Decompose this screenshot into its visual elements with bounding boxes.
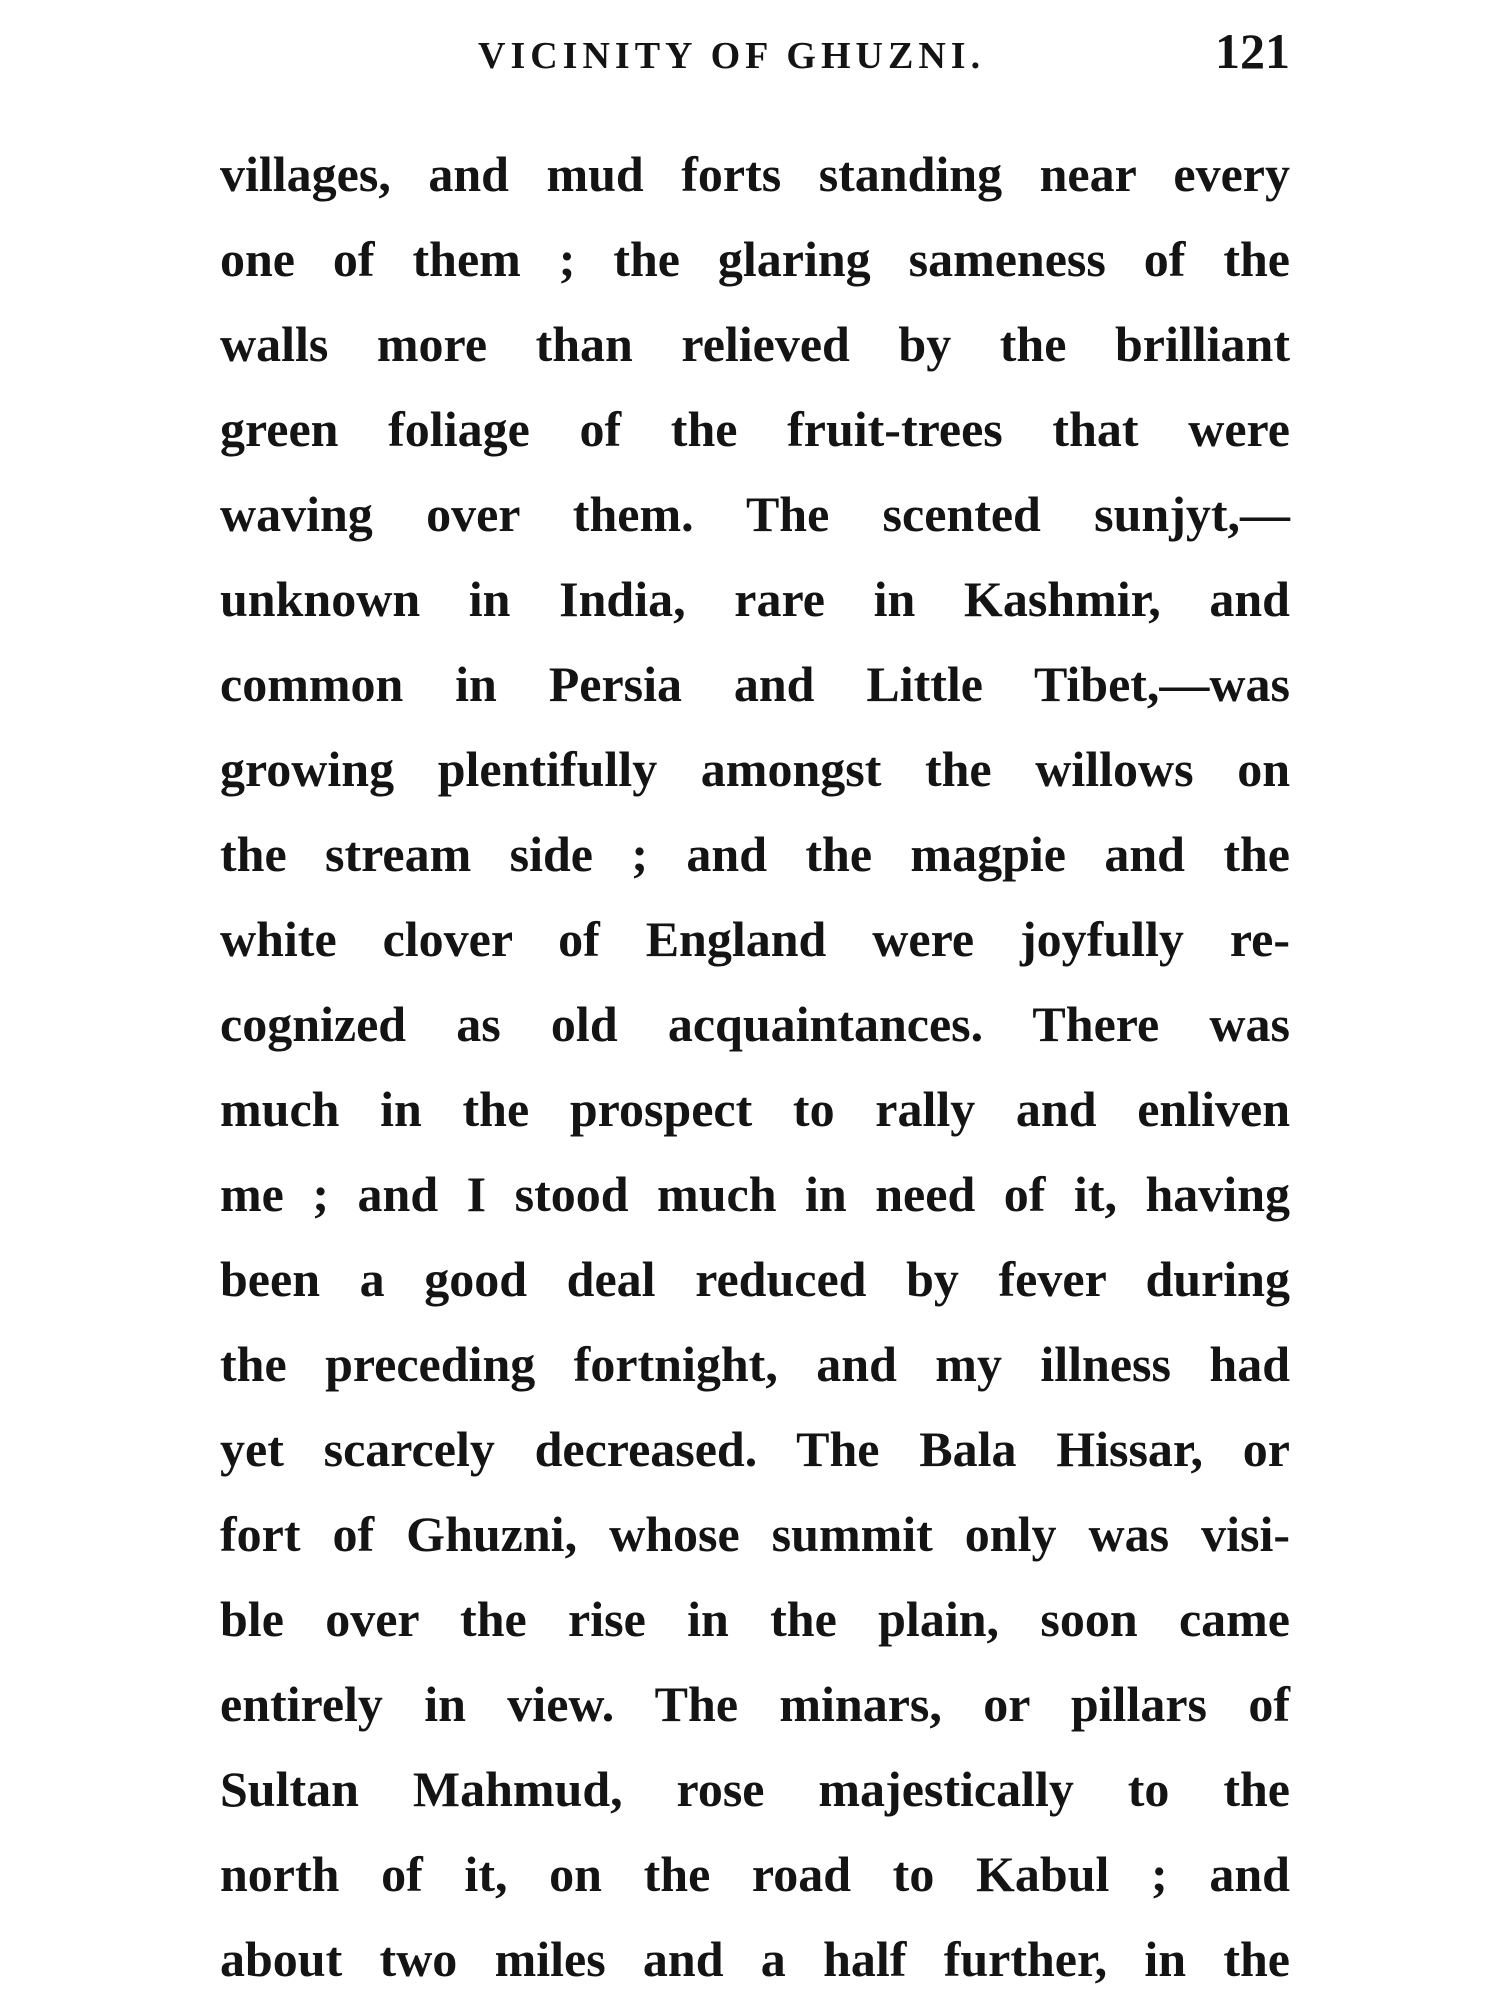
text-line-21: north of it, on the road to Kabul ; and — [220, 1846, 1290, 1902]
text-line-6: unknown in India, rare in Kashmir, and — [220, 571, 1290, 627]
text-line-4: green foliage of the fruit-trees that were — [220, 401, 1290, 457]
text-line-10: white clover of England were joyfully re- — [220, 911, 1290, 967]
text-line-17: fort of Ghuzni, whose summit only was visi- — [220, 1506, 1290, 1562]
text-line-5: waving over them. The scented sunjyt,— — [220, 486, 1290, 542]
text-line-8: growing plentifully amongst the willows on — [220, 741, 1290, 797]
text-line-12: much in the prospect to rally and enliven — [220, 1081, 1290, 1137]
text-line-20: Sultan Mahmud, rose majestically to the — [220, 1761, 1290, 1817]
body-text — [220, 132, 1290, 2002]
page-number: 121 — [1215, 23, 1290, 79]
running-head — [220, 20, 1290, 100]
text-line-15: the preceding fortnight, and my illness had — [220, 1336, 1290, 1392]
text-line-18: ble over the rise in the plain, soon came — [220, 1591, 1290, 1647]
text-line-16: yet scarcely decreased. The Bala Hissar, or — [220, 1421, 1290, 1477]
text-line-7: common in Persia and Little Tibet,—was — [220, 656, 1290, 712]
text-line-11: cognized as old acquaintances. There was — [220, 996, 1290, 1052]
text-line-19: entirely in view. The minars, or pillars of — [220, 1676, 1290, 1732]
text-line-13: me ; and I stood much in need of it, having — [220, 1166, 1290, 1222]
text-line-9: the stream side ; and the magpie and the — [220, 826, 1290, 882]
text-line-14: been a good deal reduced by fever during — [220, 1251, 1290, 1307]
text-line-2: one of them ; the glaring sameness of the — [220, 231, 1290, 287]
text-line-22: about two miles and a half further, in the — [220, 1931, 1290, 1987]
text-line-3: walls more than relieved by the brilliant — [220, 316, 1290, 372]
text-line-1: villages, and mud forts standing near every — [220, 146, 1290, 202]
running-title: VICINITY OF GHUZNI. — [478, 35, 986, 77]
